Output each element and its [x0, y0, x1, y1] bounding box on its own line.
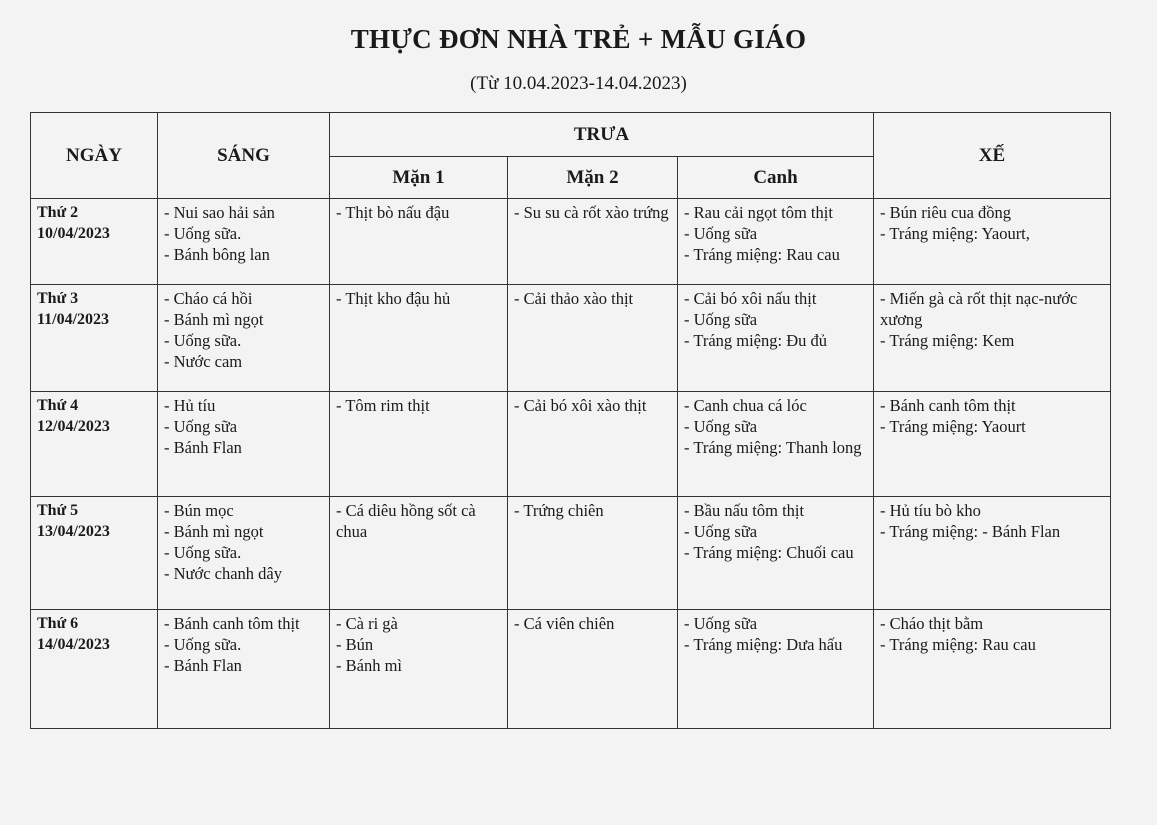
menu-body — [31, 199, 1111, 729]
menu-item: - Nước cam — [164, 352, 243, 372]
menu-item: - Nui sao hải sản — [164, 203, 275, 222]
menu-item: - Miến gà cà rốt thịt nạc-nước xương — [880, 289, 1078, 330]
day-cell — [31, 199, 158, 285]
header-sang: SÁNG — [158, 113, 330, 199]
menu-item: - Bánh mì — [336, 656, 402, 676]
day-date: 14/04/2023 — [37, 636, 110, 654]
man1-cell — [330, 199, 508, 285]
menu-item: - Tráng miệng: - Bánh Flan — [880, 521, 1061, 541]
table-row — [31, 496, 1111, 610]
menu-item: - Nước chanh dây — [164, 563, 282, 583]
menu-item: - Bánh mì ngọt — [164, 310, 264, 330]
man1-cell — [330, 285, 508, 392]
menu-item: - Tráng miệng: Rau cau — [880, 635, 1036, 655]
menu-item: - Tráng miệng: Yaourt — [880, 417, 1026, 437]
canh-cell — [678, 285, 874, 392]
menu-item: - Cải bó xôi xào thịt — [514, 396, 647, 416]
day-name: Thứ 3 — [37, 290, 79, 308]
day-name: Thứ 5 — [37, 501, 79, 519]
menu-item: - Bún riêu cua đồng — [880, 203, 1012, 222]
page-title: THỰC ĐƠN NHÀ TRẺ + MẪU GIÁO — [350, 24, 807, 54]
menu-item: - Uống sữa. — [164, 635, 242, 655]
header-xe: XẾ — [874, 113, 1111, 199]
menu-item: - Tráng miệng: Dưa hấu — [684, 635, 843, 655]
menu-item: - Uống sữa — [684, 224, 758, 243]
menu-item: - Thịt bò nấu đậu — [336, 203, 450, 222]
sang-cell — [158, 392, 330, 497]
man2-cell — [508, 199, 678, 285]
man1-cell — [330, 392, 508, 497]
man1-cell — [330, 610, 508, 729]
menu-item: - Cháo thịt bằm — [880, 614, 984, 634]
xe-cell — [874, 199, 1111, 285]
day-name: Thứ 4 — [37, 397, 79, 415]
menu-item: - Thịt kho đậu hủ — [336, 289, 451, 309]
menu-item: - Uống sữa. — [164, 331, 242, 351]
menu-item: - Bánh bông lan — [164, 245, 270, 264]
menu-item: - Tôm rim thịt — [336, 396, 430, 416]
menu-item: - Bún — [336, 635, 374, 655]
header-canh: Canh — [678, 157, 874, 199]
xe-cell — [874, 610, 1111, 729]
table-row — [31, 285, 1111, 392]
menu-table — [30, 112, 1111, 729]
menu-item: - Cá viên chiên — [514, 614, 615, 634]
menu-item: - Trứng chiên — [514, 500, 604, 520]
day-cell — [31, 392, 158, 497]
menu-item: - Bánh canh tôm thịt — [164, 614, 300, 634]
menu-item: - Bánh mì ngọt — [164, 521, 264, 541]
menu-item: - Tráng miệng: Chuối cau — [684, 542, 854, 562]
menu-item: - Uống sữa. — [164, 542, 242, 562]
sang-cell — [158, 496, 330, 610]
header-man1: Mặn 1 — [330, 157, 508, 199]
table-row — [31, 392, 1111, 497]
menu-item: - Bánh Flan — [164, 438, 242, 458]
header-ngay: NGÀY — [31, 113, 158, 199]
day-cell — [31, 496, 158, 610]
header-man2: Mặn 2 — [508, 157, 678, 199]
menu-item: - Uống sữa — [684, 614, 758, 634]
menu-item: - Hủ tíu bò kho — [880, 500, 981, 520]
menu-item: - Bánh canh tôm thịt — [880, 396, 1016, 416]
canh-cell — [678, 392, 874, 497]
menu-item: - Rau cải ngọt tôm thịt — [684, 203, 833, 222]
day-date: 13/04/2023 — [37, 522, 110, 540]
sang-cell — [158, 285, 330, 392]
xe-cell — [874, 285, 1111, 392]
menu-item: - Bầu nấu tôm thịt — [684, 500, 805, 520]
day-cell — [31, 610, 158, 729]
man2-cell — [508, 285, 678, 392]
menu-item: - Tráng miệng: Rau cau — [684, 245, 840, 264]
xe-cell — [874, 392, 1111, 497]
man2-cell — [508, 496, 678, 610]
xe-cell — [874, 496, 1111, 610]
table-row — [31, 610, 1111, 729]
sang-cell — [158, 610, 330, 729]
day-date: 11/04/2023 — [37, 311, 110, 329]
menu-item: - Uống sữa — [164, 417, 238, 437]
canh-cell — [678, 610, 874, 729]
man1-cell — [330, 496, 508, 610]
menu-item: - Hủ tíu — [164, 396, 216, 416]
table-row — [31, 199, 1111, 285]
menu-item: - Su su cà rốt xào trứng — [514, 203, 669, 222]
sang-cell — [158, 199, 330, 285]
canh-cell — [678, 496, 874, 610]
menu-item: - Cá diêu hồng sốt cà chua — [336, 500, 476, 541]
menu-item: - Tráng miệng: Đu đủ — [684, 331, 828, 351]
date-range: (Từ 10.04.2023-14.04.2023) — [470, 73, 687, 94]
canh-cell — [678, 199, 874, 285]
menu-item: - Uống sữa — [684, 310, 758, 330]
menu-item: - Tráng miệng: Kem — [880, 331, 1015, 351]
day-name: Thứ 6 — [37, 615, 79, 633]
menu-item: - Uống sữa — [684, 417, 758, 437]
man2-cell — [508, 610, 678, 729]
menu-item: - Tráng miệng: Thanh long — [684, 438, 862, 458]
day-name: Thứ 2 — [37, 204, 79, 221]
day-date: 12/04/2023 — [37, 418, 110, 436]
man2-cell — [508, 392, 678, 497]
header-trua: TRƯA — [330, 113, 874, 157]
menu-item: - Cải thảo xào thịt — [514, 289, 634, 309]
menu-item: - Cà ri gà — [336, 614, 398, 634]
menu-item: - Bánh Flan — [164, 656, 242, 676]
menu-item: - Cải bó xôi nấu thịt — [684, 289, 817, 309]
menu-item: - Tráng miệng: Yaourt, — [880, 224, 1030, 243]
day-date: 10/04/2023 — [37, 225, 110, 242]
menu-item: - Cháo cá hồi — [164, 289, 253, 309]
menu-item: - Uống sữa. — [164, 224, 242, 243]
menu-item: - Uống sữa — [684, 521, 758, 541]
menu-item: - Bún mọc — [164, 500, 234, 520]
menu-item: - Canh chua cá lóc — [684, 396, 807, 416]
day-cell — [31, 285, 158, 392]
